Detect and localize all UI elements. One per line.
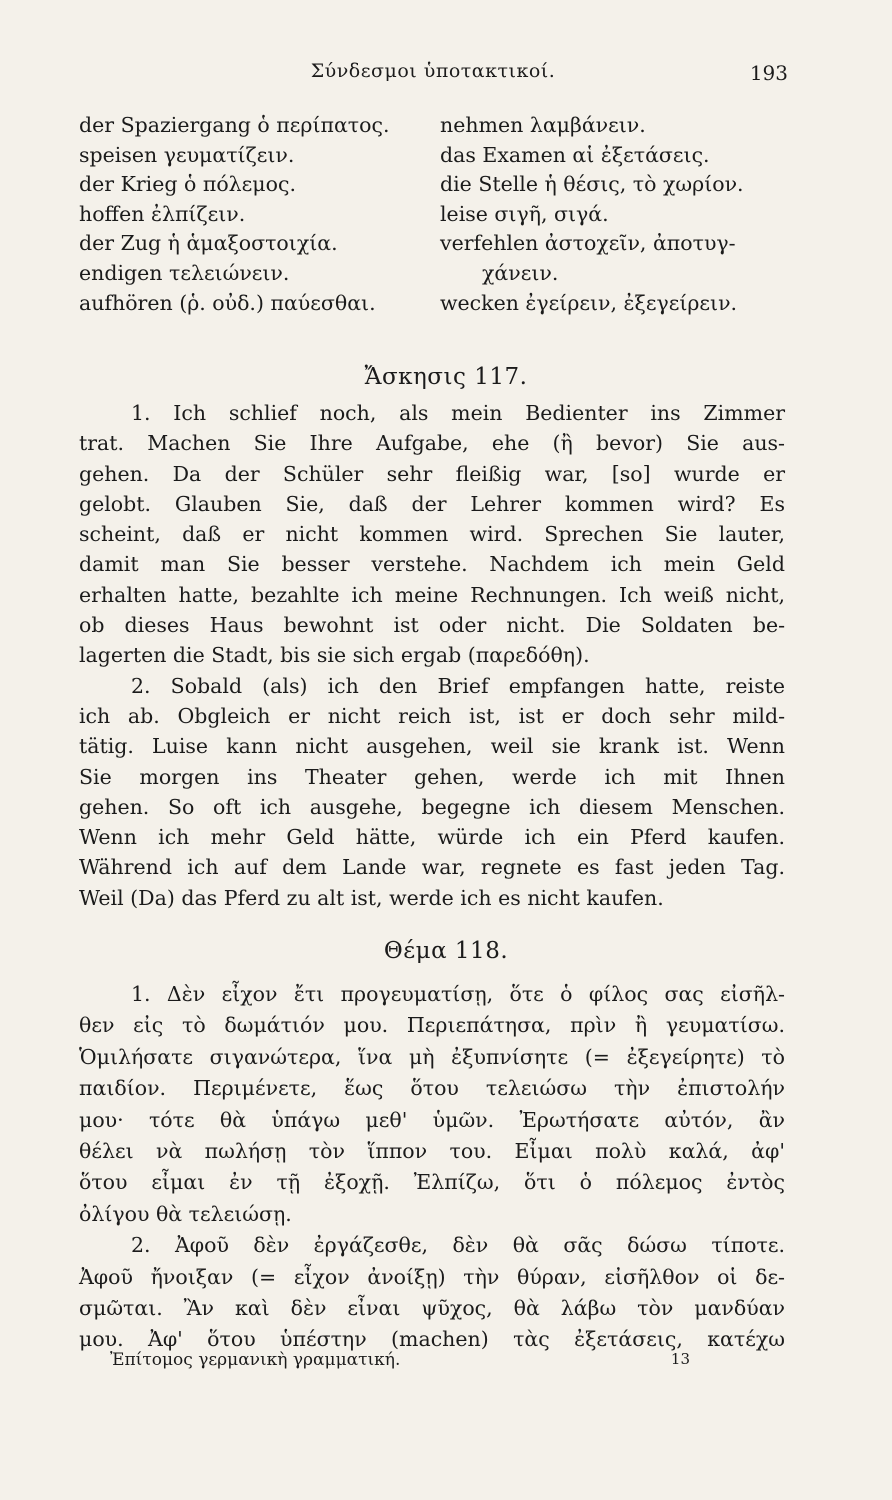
vocabulary-entry: verfehlen ἀστοχεῖν, ἀποτυγ- bbox=[440, 231, 736, 256]
text-line: gehen. So oft ich ausgehe, begegne ich diesem Menschen. bbox=[79, 794, 785, 819]
text-line: ich ab. Obgleich er nicht reich ist, ist er doch sehr mild- bbox=[79, 703, 785, 728]
text-line: scheint, daß er nicht kommen wird. Sprechen Sie lauter, bbox=[79, 522, 785, 547]
text-line: 2. Sobald (als) ich den Brief empfangen hatte, reiste bbox=[131, 673, 785, 698]
exercise-heading: Ἄσκησις 117. bbox=[364, 364, 528, 390]
page-footer bbox=[110, 1350, 690, 1380]
text-line: gelobt. Glauben Sie, daß der Lehrer kommen wird? Es bbox=[79, 491, 785, 516]
text-line: ὀλίγου θὰ τελειώσῃ. bbox=[79, 1201, 292, 1226]
vocabulary-entry: der Zug ἡ ἁμαξοστοιχία. bbox=[79, 231, 338, 256]
theme-text bbox=[79, 982, 785, 1359]
text-line: θέλει νὰ πωλήσῃ τὸν ἵππον του. Εἶμαι πολὺ καλά, ἀφ' bbox=[79, 1138, 785, 1163]
page-number: 193 bbox=[749, 61, 788, 85]
text-line: θεν εἰς τὸ δωμάτιόν μου. Περιεπάτησα, πρὶν ἢ γευματίσω. bbox=[79, 1013, 785, 1038]
vocabulary-entry: die Stelle ἡ θέσις, τὸ χωρίον. bbox=[440, 172, 744, 197]
text-line: μου. Ἀφ' ὅτου ὑπέστην (machen) τὰς ἐξετάσεις, κατέχω bbox=[79, 1327, 785, 1352]
vocabulary-left-column bbox=[79, 113, 419, 320]
vocabulary-entry: leise σιγῆ, σιγά. bbox=[440, 201, 609, 226]
vocabulary-entry: speisen γευματίζειν. bbox=[79, 142, 295, 167]
text-line: Ὁμιλήσατε σιγανώτερα, ἵνα μὴ ἐξυπνίσητε (= ἐξεγείρητε) τὸ bbox=[79, 1044, 785, 1069]
text-line: damit man Sie besser verstehe. Nachdem ich mein Geld bbox=[79, 552, 785, 577]
text-line: tätig. Luise kann nicht ausgehen, weil sie krank ist. Wenn bbox=[79, 734, 785, 759]
text-line: 1. Δὲν εἶχον ἔτι προγευματίσῃ, ὅτε ὁ φίλος σας εἰσῆλ- bbox=[131, 982, 785, 1006]
vocabulary-entry: endigen τελειώνειν. bbox=[79, 260, 290, 285]
text-line: 2. Ἀφοῦ δὲν ἐργάζεσθε, δὲν θὰ σᾶς δώσω τίποτε. bbox=[131, 1233, 785, 1258]
text-line: lagerten die Stadt, bis sie sich ergab (παρεδόθη). bbox=[79, 643, 590, 668]
vocabulary-entry: aufhören (ῥ. οὐδ.) παύεσθαι. bbox=[79, 290, 376, 315]
text-line: Sie morgen ins Theater gehen, werde ich mit Ihnen bbox=[79, 764, 785, 789]
text-line: erhalten hatte, bezahlte ich meine Rechnungen. Ich weiß nicht, bbox=[79, 582, 785, 607]
vocabulary-entry: das Examen αἱ ἐξετάσεις. bbox=[440, 142, 710, 167]
text-line: Wenn ich mehr Geld hätte, würde ich ein Pferd kaufen. bbox=[79, 825, 785, 850]
theme-heading: Θέμα 118. bbox=[383, 938, 509, 964]
running-head-title: Σύνδεσμοι ὑποτακτικοί. bbox=[310, 60, 556, 82]
text-line: Während ich auf dem Lande war, regnete es fast jeden Tag. bbox=[79, 855, 785, 880]
vocabulary-entry: der Krieg ὁ πόλεμος. bbox=[79, 172, 296, 197]
vocabulary-entry: der Spaziergang ὁ περίπατος. bbox=[79, 113, 390, 137]
text-line: παιδίον. Περιμένετε, ἕως ὅτου τελειώσω τὴν ἐπιστολήν bbox=[79, 1076, 785, 1101]
text-line: μου· τότε θὰ ὑπάγω μεθ' ὑμῶν. Ἐρωτήσατε αὐτόν, ἂν bbox=[79, 1107, 785, 1132]
text-line: ὅτου εἶμαι ἐν τῇ ἐξοχῇ. Ἐλπίζω, ὅτι ὁ πόλεμος ἐντὸς bbox=[79, 1170, 785, 1195]
exercise-text bbox=[79, 401, 785, 916]
text-line: σμῶται. Ἂν καὶ δὲν εἶναι ψῦχος, θὰ λάβω τὸν μανδύαν bbox=[79, 1295, 785, 1320]
vocabulary-entry: wecken ἐγείρειν, ἐξεγείρειν. bbox=[440, 290, 738, 315]
vocabulary-right-column bbox=[440, 113, 800, 320]
vocabulary-entry: hoffen ἐλπίζειν. bbox=[79, 201, 246, 226]
signature-mark: 13 bbox=[670, 1350, 690, 1368]
footer-book-title: Ἐπίτομος γερμανικὴ γραμματική. bbox=[110, 1350, 401, 1370]
text-line: Ἀφοῦ ἤνοιξαν (= εἶχον ἀνοίξῃ) τὴν θύραν, εἰσῆλθον οἱ δε- bbox=[79, 1264, 785, 1289]
vocabulary-entry-continuation: χάνειν. bbox=[482, 260, 559, 285]
text-line: gehen. Da der Schüler sehr fleißig war, [so] wurde er bbox=[79, 461, 785, 486]
running-head bbox=[80, 60, 786, 90]
vocabulary-entry: nehmen λαμβάνειν. bbox=[440, 113, 646, 137]
text-line: trat. Machen Sie Ihre Aufgabe, ehe (ἢ bevor) Sie aus- bbox=[79, 431, 785, 456]
text-line: ob dieses Haus bewohnt ist oder nicht. Die Soldaten be- bbox=[79, 613, 785, 638]
text-line: Weil (Da) das Pferd zu alt ist, werde ich es nicht kaufen. bbox=[79, 885, 664, 910]
text-line: 1. Ich schlief noch, als mein Bedienter ins Zimmer bbox=[131, 401, 785, 425]
